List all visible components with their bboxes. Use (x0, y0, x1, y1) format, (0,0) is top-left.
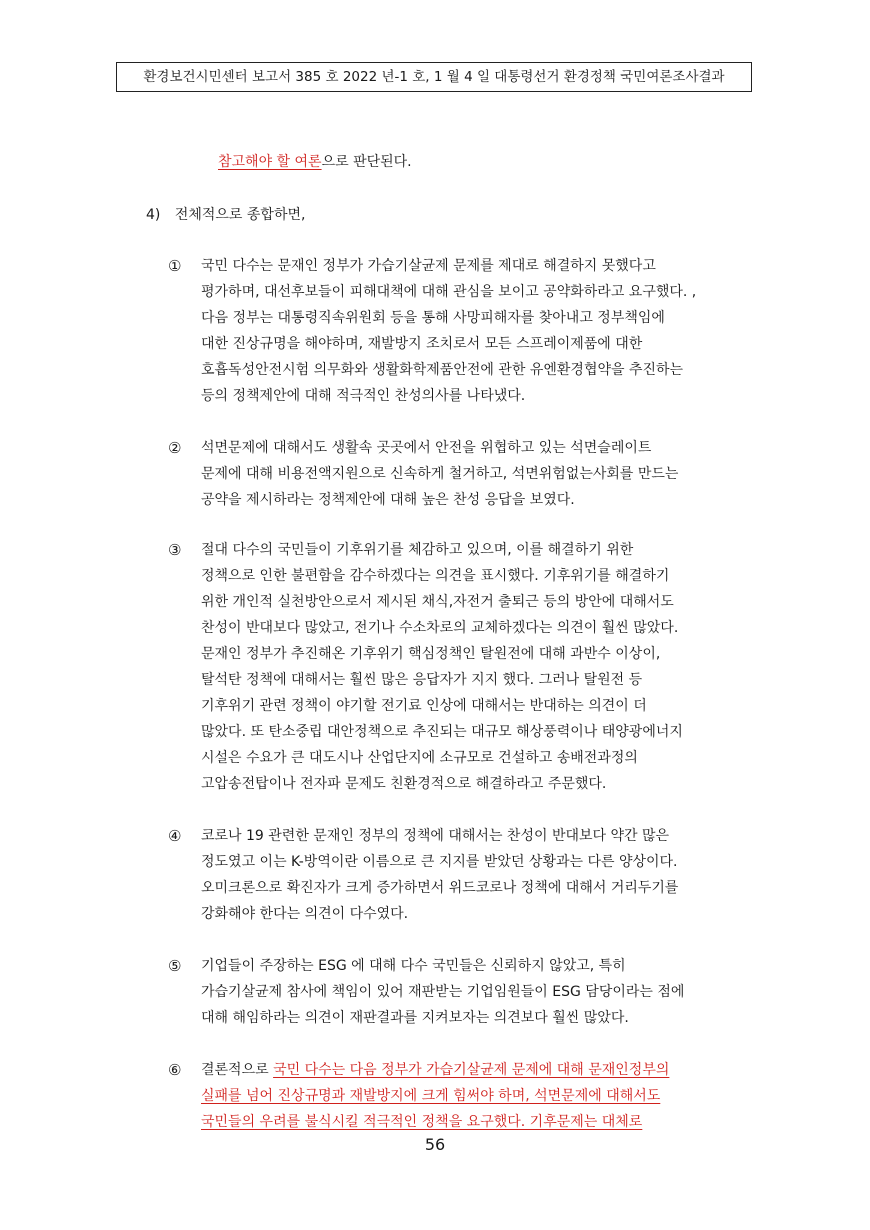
item-2-marker: ② (168, 439, 182, 457)
conclusion-line-2 (201, 1086, 660, 1106)
intro-line (218, 152, 412, 172)
item-5-line-2: 가습기살균제 참사에 책임이 있어 재판받는 기업임원들이 ESG 담당이라는 점에 (201, 984, 685, 1000)
item-3-line-10: 고압송전탑이나 전자파 문제도 친환경적으로 해결하라고 주문했다. (201, 776, 607, 792)
item-3-line-3: 위한 개인적 실천방안으로서 제시된 채식,자전거 출퇴근 등의 방안에 대해서도 (201, 594, 674, 610)
item-5-marker: ⑤ (168, 957, 182, 975)
page-number: 56 (424, 1135, 446, 1154)
item-3-line-5: 문재인 정부가 추진해온 기후위기 핵심정책인 탈원전에 대해 과반수 이상이, (201, 646, 661, 662)
item-5-line-1: 기업들이 주장하는 ESG 에 대해 다수 국민들은 신뢰하지 않았고, 특히 (201, 958, 626, 974)
conclusion-highlight-1: 국민 다수는 다음 정부가 가습기살균제 문제에 대해 문재인정부의 (273, 1062, 670, 1078)
conclusion-line-3 (201, 1112, 642, 1132)
item-2-line-1: 석면문제에 대해서도 생활속 곳곳에서 안전을 위협하고 있는 석면슬레이트 (201, 440, 652, 456)
intro-highlight: 참고해야 할 여론 (218, 154, 322, 170)
intro-rest: 으로 판단된다. (321, 154, 412, 170)
item-3-line-4: 찬성이 반대보다 많았고, 전기나 수소차로의 교체하겠다는 의견이 훨씬 많았다. (201, 620, 679, 636)
item-2-line-3: 공약을 제시하라는 정책제안에 대해 높은 찬성 응답을 보였다. (201, 492, 575, 508)
item-4-line-4: 강화해야 한다는 의견이 다수였다. (201, 906, 409, 922)
item-3-line-7: 기후위기 관련 정책이 야기할 전기료 인상에 대해서는 반대하는 의견이 더 (201, 698, 647, 714)
item-5-line-3: 대해 해임하라는 의견이 재판결과를 지켜보자는 의견보다 훨씬 많았다. (201, 1010, 629, 1026)
item-2-line-2: 문제에 대해 비용전액지원으로 신속하게 철거하고, 석면위험없는사회를 만드는 (201, 466, 679, 482)
section-title: 전체적으로 종합하면, (174, 207, 306, 223)
item-3-line-6: 탈석탄 정책에 대해서는 훨씬 많은 응답자가 지지 했다. 그러나 탈원전 등 (201, 672, 643, 688)
item-1-line-5: 호흡독성안전시험 의무화와 생활화학제품안전에 관한 유엔환경협약을 추진하는 (201, 362, 684, 378)
item-3-line-1: 절대 다수의 국민들이 기후위기를 체감하고 있으며, 이를 해결하기 위한 (201, 542, 634, 558)
item-4-line-1: 코로나 19 관련한 문재인 정부의 정책에 대해서는 찬성이 반대보다 약간 많은 (201, 828, 670, 844)
item-3-line-9: 시설은 수요가 큰 대도시나 산업단지에 소규모로 건설하고 송배전과정의 (201, 750, 638, 766)
item-1-line-6: 등의 정책제안에 대해 적극적인 찬성의사를 나타냈다. (201, 388, 526, 404)
section-number: 4) (146, 207, 161, 223)
item-1-marker: ① (168, 257, 182, 275)
item-1-line-2: 평가하며, 대선후보들이 피해대책에 대해 관심을 보이고 공약화하라고 요구했다. , (201, 284, 697, 300)
item-4-line-3: 오미크론으로 확진자가 크게 증가하면서 위드코로나 정책에 대해서 거리두기를 (201, 880, 679, 896)
item-3-line-8: 많았다. 또 탄소중립 대안정책으로 추진되는 대규모 해상풍력이나 태양광에너지 (201, 724, 683, 740)
item-1-line-1: 국민 다수는 문재인 정부가 가습기살균제 문제를 제대로 해결하지 못했다고 (201, 258, 656, 274)
conclusion-lead: 결론적으로 (201, 1062, 274, 1078)
item-1-line-4: 대한 진상규명을 해야하며, 재발방지 조치로서 모든 스프레이제품에 대한 (201, 336, 643, 352)
conclusion-highlight-2: 실패를 넘어 진상규명과 재발방지에 크게 힘써야 하며, 석면문제에 대해서도 (201, 1088, 661, 1104)
item-4-line-2: 정도였고 이는 K-방역이란 이름으로 큰 지지를 받았던 상황과는 다른 양상이다. (201, 854, 678, 870)
conclusion-line-1 (201, 1060, 669, 1080)
report-header: 환경보건시민센터 보고서 385 호 2022 년-1 호, 1 월 4 일 대통령선거 환경정책 국민여론조사결과 (116, 62, 752, 92)
conclusion-marker: ⑥ (168, 1061, 182, 1079)
item-3-line-2: 정책으로 인한 불편함을 감수하겠다는 의견을 표시했다. 기후위기를 해결하기 (201, 568, 670, 584)
item-4-marker: ④ (168, 827, 182, 845)
conclusion-highlight-3: 국민들의 우려를 불식시킬 적극적인 정책을 요구했다. 기후문제는 대체로 (201, 1114, 643, 1130)
section-heading (146, 205, 305, 225)
item-1-line-3: 다음 정부는 대통령직속위원회 등을 통해 사망피해자를 찾아내고 정부책임에 (201, 310, 665, 326)
item-3-marker: ③ (168, 541, 182, 559)
